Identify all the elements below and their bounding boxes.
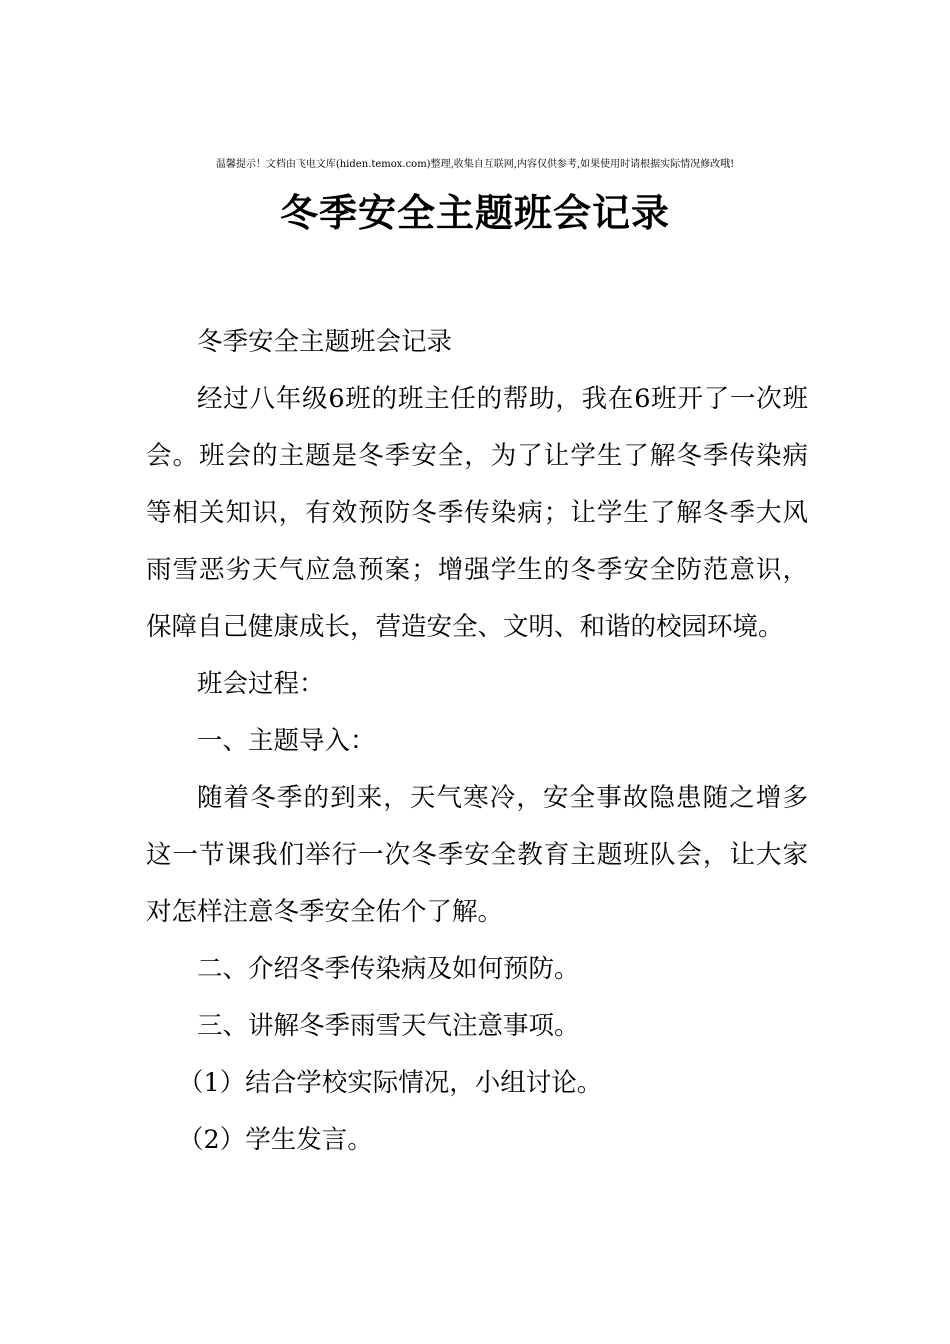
paragraph-section-2: 二、介绍冬季传染病及如何预防。 — [197, 954, 580, 984]
paragraph-subtitle: 冬季安全主题班会记录 — [197, 327, 453, 357]
paragraph-section-1: 一、主题导入： — [197, 726, 376, 756]
document-body — [146, 314, 808, 1169]
paragraph-item-1: （1）结合学校实际情况，小组讨论。 — [178, 1068, 603, 1098]
header-notice: 温馨提示！文档由飞电文库(hiden.temox.com)整理,收集自互联网,内容仅供参考,如果使用时请根据实际情况修改哦! — [215, 159, 735, 170]
paragraph-intro: 经过八年级6班的班主任的帮助，我在6班开了一次班会。班会的主题是冬季安全，为了让学生了解冬季传染病等相关知识，有效预防冬季传染病；让学生了解冬季大风雨雪恶劣天气应急预案；增强学生的冬季安全防范意识，保障自己健康成长，营造安全、文明、和谐的校园环境。 — [146, 384, 808, 642]
paragraph-process-heading: 班会过程： — [197, 669, 325, 699]
paragraph-section-1-body: 随着冬季的到来，天气寒冷，安全事故隐患随之增多这一节课我们举行一次冬季安全教育主题班队会，让大家对怎样注意冬季安全佑个了解。 — [146, 783, 808, 927]
paragraph-item-2: （2）学生发言。 — [178, 1125, 373, 1155]
document-title: 冬季安全主题班会记录 — [279, 191, 670, 235]
paragraph-section-3: 三、讲解冬季雨雪天气注意事项。 — [197, 1011, 580, 1041]
